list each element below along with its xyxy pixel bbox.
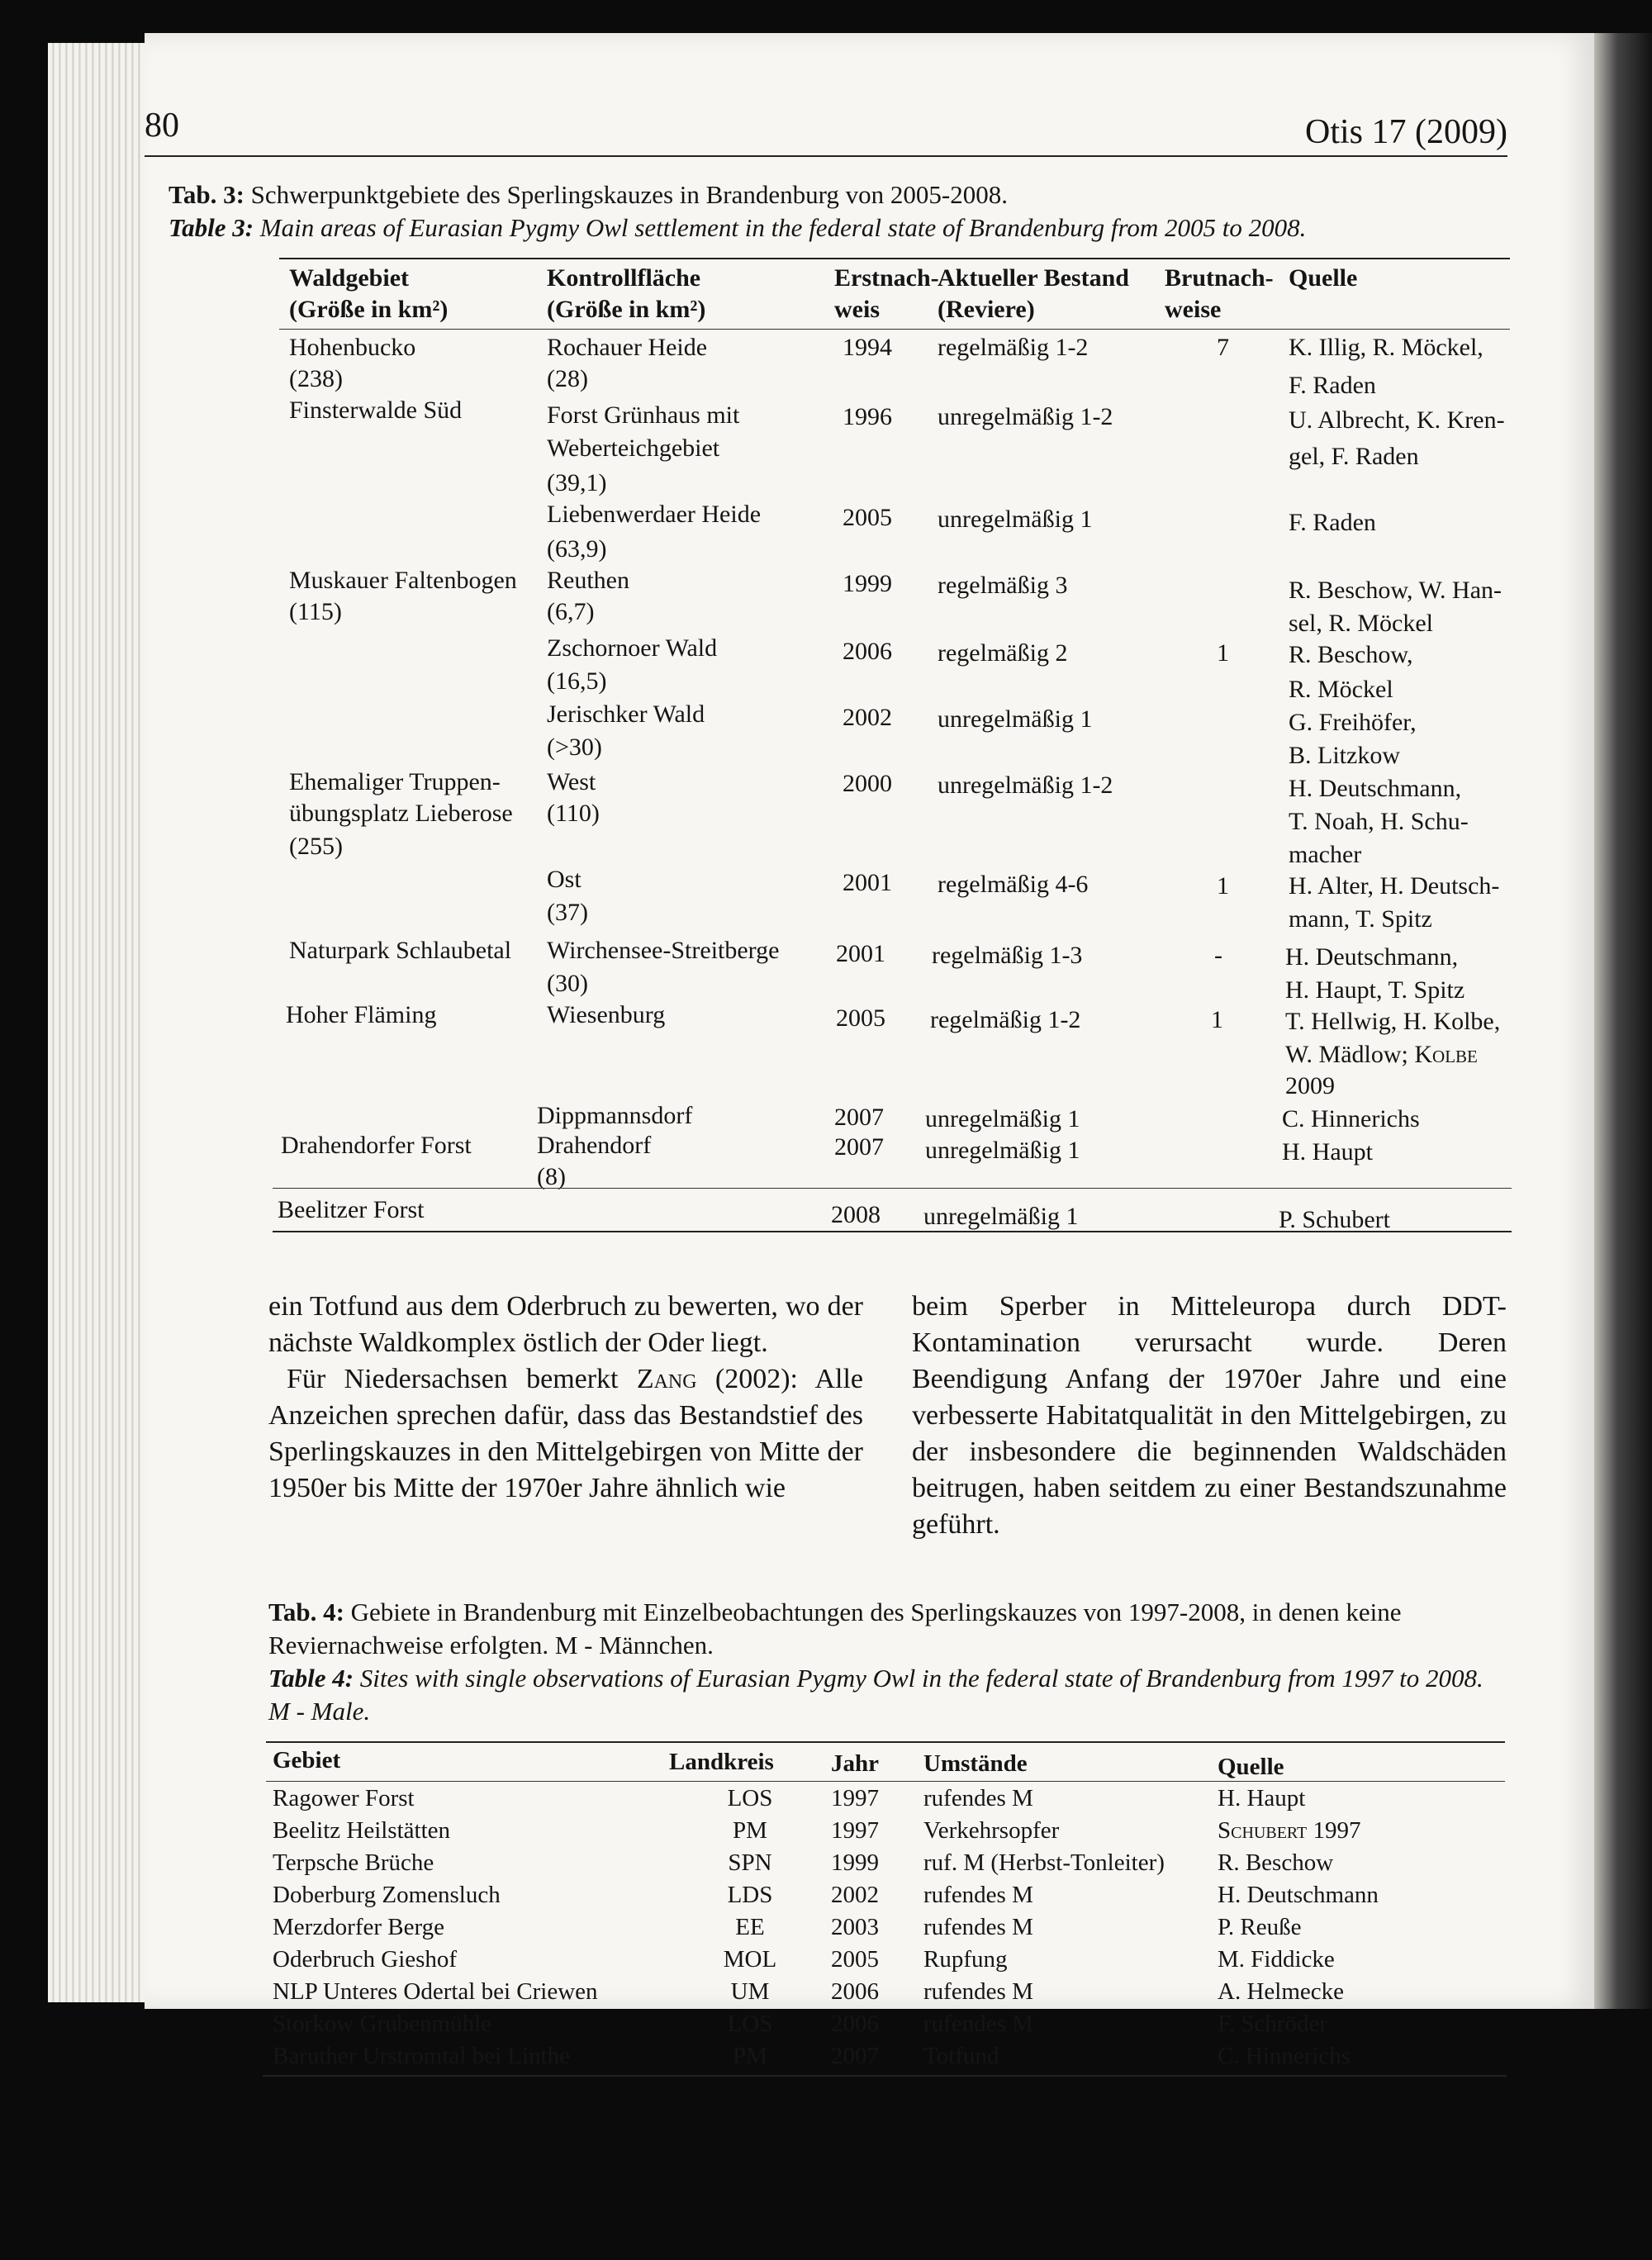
col-header-brutnachweis: Brutnach- weise bbox=[1165, 264, 1274, 323]
t3-waldgebiet: Hohenbucko bbox=[289, 334, 416, 361]
t4-jahr: 1997 bbox=[831, 1817, 879, 1844]
t4-landkreis: LDS bbox=[727, 1882, 773, 1908]
t3-bestand: regelmäßig 1-2 bbox=[930, 1006, 1081, 1033]
t4-quelle: M. Fiddicke bbox=[1218, 1946, 1335, 1973]
t4-quelle: A. Helmecke bbox=[1218, 1978, 1344, 2005]
t4-jahr: 1999 bbox=[831, 1849, 879, 1876]
t4-gebiet: Ragower Forst bbox=[273, 1785, 415, 1811]
t3-kontroll: Drahendorf bbox=[537, 1132, 652, 1159]
table4-top-rule bbox=[266, 1741, 1505, 1743]
book-gutter bbox=[1594, 33, 1652, 2009]
t3-waldgebiet: übungsplatz Lieberose bbox=[289, 800, 513, 827]
t3-kontroll: (39,1) bbox=[547, 469, 607, 496]
t4-landkreis: EE bbox=[735, 1914, 765, 1940]
t3-erst: 2002 bbox=[843, 704, 892, 731]
t3-quelle: P. Schubert bbox=[1279, 1206, 1390, 1233]
t3-quelle: H. Deutschmann, bbox=[1289, 775, 1462, 802]
t3-quelle: W. Mädlow; Kolbe bbox=[1285, 1041, 1478, 1068]
col-header-jahr: Jahr bbox=[831, 1750, 879, 1777]
t3-kontroll: Reuthen bbox=[547, 567, 629, 594]
t3-bestand: unregelmäßig 1 bbox=[925, 1137, 1080, 1164]
t4-gebiet: NLP Unteres Odertal bei Criewen bbox=[273, 1978, 598, 2005]
table3-header-rule bbox=[279, 329, 1510, 330]
table4-caption-de: Gebiete in Brandenburg mit Einzelbeobachtungen des Sperlingskauzes von 1997-2008, in denen keine Reviernachweise erfolgten. M - Männchen. bbox=[268, 1598, 1402, 1659]
t3-waldgebiet: Drahendorfer Forst bbox=[281, 1132, 472, 1159]
table4-label-en: Table 4: bbox=[268, 1664, 354, 1693]
t4-umstaende: rufendes M bbox=[923, 1882, 1033, 1908]
t4-quelle: Schubert 1997 bbox=[1218, 1817, 1361, 1844]
t3-erst: 2007 bbox=[834, 1133, 884, 1161]
t3-waldgebiet: Naturpark Schlaubetal bbox=[289, 937, 512, 964]
t3-quelle: 2009 bbox=[1285, 1072, 1335, 1099]
t3-kontroll: Jerischker Wald bbox=[547, 700, 705, 728]
t3-kontroll: Forst Grünhaus mit bbox=[547, 401, 740, 429]
t3-erst: 2005 bbox=[843, 504, 892, 531]
t3-bestand: unregelmäßig 1 bbox=[923, 1203, 1079, 1230]
t3-bestand: unregelmäßig 1 bbox=[925, 1105, 1080, 1132]
t3-kontroll: Dippmannsdorf bbox=[537, 1102, 693, 1129]
t4-umstaende: rufendes M bbox=[923, 1978, 1033, 2005]
table4-bottom-rule bbox=[263, 2075, 1507, 2077]
body-paragraph: ein Totfund aus dem Oderbruch zu bewerten, wo der nächste Waldkomplex östlich der Oder liegt. bbox=[268, 1291, 863, 1358]
t3-kontroll: (6,7) bbox=[547, 598, 595, 625]
t4-gebiet: Baruther Urstromtal bei Linthe bbox=[273, 2043, 570, 2069]
t3-kontroll: (30) bbox=[547, 970, 588, 997]
col-header-gebiet: Gebiet bbox=[273, 1747, 341, 1773]
t3-brut: 7 bbox=[1217, 334, 1229, 361]
t4-jahr: 2006 bbox=[831, 2011, 879, 2037]
t3-waldgebiet: Finsterwalde Süd bbox=[289, 396, 463, 424]
t3-quelle: T. Hellwig, H. Kolbe, bbox=[1285, 1008, 1501, 1035]
t3-waldgebiet: (115) bbox=[289, 598, 342, 625]
t4-landkreis: PM bbox=[733, 2043, 767, 2069]
t4-quelle: R. Beschow bbox=[1218, 1849, 1334, 1876]
t3-bestand: regelmäßig 2 bbox=[938, 639, 1068, 667]
t3-kontroll: Ost bbox=[547, 866, 582, 893]
t4-jahr: 1997 bbox=[831, 1785, 879, 1811]
t4-quelle: P. Reuße bbox=[1218, 1914, 1302, 1940]
t4-quelle: H. Haupt bbox=[1218, 1785, 1306, 1811]
t4-gebiet: Oderbruch Gieshof bbox=[273, 1946, 458, 1973]
col-header-kontrollflaeche: Kontrollfläche (Größe in km²) bbox=[547, 264, 706, 323]
t4-gebiet: Beelitz Heilstätten bbox=[273, 1817, 451, 1844]
t4-quelle: F. Schröder bbox=[1218, 2011, 1327, 2037]
t4-umstaende: Verkehrsopfer bbox=[923, 1817, 1060, 1844]
t4-umstaende: rufendes M bbox=[923, 1914, 1033, 1940]
t4-gebiet: Merzdorfer Berge bbox=[273, 1914, 444, 1940]
t3-erst: 2001 bbox=[836, 940, 885, 967]
t4-umstaende: rufendes M bbox=[923, 1785, 1033, 1811]
t3-waldgebiet: (238) bbox=[289, 365, 343, 392]
t3-erst: 1999 bbox=[843, 570, 892, 597]
table3-caption bbox=[169, 178, 1507, 245]
t4-jahr: 2002 bbox=[831, 1882, 879, 1908]
col-header-quelle: Quelle bbox=[1289, 264, 1358, 292]
t3-quelle: H. Alter, H. Deutsch- bbox=[1289, 872, 1500, 900]
t4-jahr: 2003 bbox=[831, 1914, 879, 1940]
col-header-erstnachweis: Erstnach- weis bbox=[834, 264, 939, 323]
t3-erst: 1994 bbox=[843, 334, 892, 361]
t3-kontroll: (>30) bbox=[547, 734, 602, 761]
t4-landkreis: LOS bbox=[727, 1785, 773, 1811]
journal-citation: Otis 17 (2009) bbox=[1305, 113, 1507, 151]
t3-quelle: macher bbox=[1289, 841, 1362, 868]
t3-kontroll: West bbox=[547, 768, 596, 795]
t3-waldgebiet: Ehemaliger Truppen- bbox=[289, 768, 501, 795]
table3-group-rule bbox=[273, 1188, 1512, 1189]
t3-kontroll: (16,5) bbox=[547, 667, 607, 695]
t3-kontroll: Wiesenburg bbox=[547, 1001, 666, 1028]
table3-label-de: Tab. 3: bbox=[169, 180, 244, 209]
t4-landkreis: SPN bbox=[728, 1849, 772, 1876]
t4-jahr: 2005 bbox=[831, 1946, 879, 1973]
t4-quelle: H. Deutschmann bbox=[1218, 1882, 1379, 1908]
table4-header-rule bbox=[266, 1781, 1505, 1782]
t3-brut: 1 bbox=[1217, 639, 1229, 667]
t3-kontroll: Rochauer Heide bbox=[547, 334, 708, 361]
t4-landkreis: PM bbox=[733, 1817, 767, 1844]
t3-quelle: R. Möckel bbox=[1289, 676, 1393, 703]
table3-label-en: Table 3: bbox=[169, 213, 254, 242]
t3-quelle: R. Beschow, W. Han- bbox=[1289, 577, 1502, 604]
t3-brut: - bbox=[1214, 942, 1222, 969]
t4-quelle: C. Hinnerichs bbox=[1218, 2043, 1351, 2069]
t3-waldgebiet: (255) bbox=[289, 833, 343, 860]
t3-quelle: H. Haupt, T. Spitz bbox=[1285, 976, 1465, 1004]
t3-bestand: unregelmäßig 1 bbox=[938, 506, 1093, 533]
t3-kontroll: (28) bbox=[547, 365, 588, 392]
t3-kontroll: Zschornoer Wald bbox=[547, 634, 718, 662]
t3-erst: 2007 bbox=[834, 1104, 884, 1131]
t3-erst: 2008 bbox=[831, 1201, 881, 1228]
page-number: 80 bbox=[145, 107, 179, 145]
t3-kontroll: Liebenwerdaer Heide bbox=[547, 501, 762, 528]
t3-brut: 1 bbox=[1211, 1006, 1223, 1033]
t4-gebiet: Terpsche Brüche bbox=[273, 1849, 434, 1876]
t4-umstaende: ruf. M (Herbst-Tonleiter) bbox=[923, 1849, 1165, 1876]
t3-erst: 2000 bbox=[843, 770, 892, 797]
t3-kontroll: (110) bbox=[547, 800, 600, 827]
col-header-umstaende: Umstände bbox=[923, 1750, 1028, 1777]
t3-quelle: B. Litzkow bbox=[1289, 742, 1400, 769]
t3-waldgebiet: Hoher Fläming bbox=[286, 1001, 437, 1028]
table4-caption bbox=[268, 1596, 1507, 1728]
t3-quelle: R. Beschow, bbox=[1289, 641, 1413, 668]
t3-quelle: G. Freihöfer, bbox=[1289, 709, 1417, 736]
t3-erst: 1996 bbox=[843, 403, 892, 430]
t3-erst: 2006 bbox=[843, 638, 892, 665]
body-paragraph: Für Niedersachsen bemerkt Zang (2002): Alle Anzeichen sprechen dafür, dass das Bestandstief des Sperlingskauzes in den Mittelgebirgen von Mitte der 1950er bis Mitte der 1970er Jahre ähnlich wie bbox=[268, 1364, 863, 1503]
t3-bestand: regelmäßig 1-2 bbox=[938, 334, 1089, 361]
t3-bestand: regelmäßig 4-6 bbox=[938, 871, 1089, 898]
t4-umstaende: Totfund bbox=[923, 2043, 999, 2069]
t4-jahr: 2007 bbox=[831, 2043, 879, 2069]
t3-quelle: K. Illig, R. Möckel, bbox=[1289, 334, 1483, 361]
table3-caption-de: Schwerpunktgebiete des Sperlingskauzes in Brandenburg von 2005-2008. bbox=[250, 180, 1008, 209]
t3-quelle: F. Raden bbox=[1289, 509, 1376, 536]
table3-bottom-rule bbox=[273, 1231, 1512, 1232]
t3-quelle: C. Hinnerichs bbox=[1282, 1105, 1420, 1132]
col-header-bestand: Aktueller Bestand (Reviere) bbox=[938, 264, 1129, 323]
table4-label-de: Tab. 4: bbox=[268, 1598, 344, 1626]
t3-quelle: H. Haupt bbox=[1282, 1138, 1373, 1166]
t3-quelle: gel, F. Raden bbox=[1289, 443, 1419, 470]
t3-erst: 2001 bbox=[843, 869, 892, 896]
t3-bestand: regelmäßig 3 bbox=[938, 572, 1068, 599]
t3-quelle: T. Noah, H. Schu- bbox=[1289, 808, 1469, 835]
col-header-quelle: Quelle bbox=[1218, 1754, 1284, 1780]
t3-bestand: regelmäßig 1-3 bbox=[932, 942, 1083, 969]
table3-top-rule bbox=[279, 258, 1510, 259]
t3-kontroll: Wirchensee-Streitberge bbox=[547, 937, 780, 964]
t3-kontroll: (63,9) bbox=[547, 535, 607, 563]
t3-erst: 2005 bbox=[836, 1004, 885, 1032]
t3-quelle: H. Deutschmann, bbox=[1285, 943, 1459, 971]
t3-quelle: sel, R. Möckel bbox=[1289, 610, 1433, 637]
t3-bestand: unregelmäßig 1-2 bbox=[938, 403, 1113, 430]
t3-kontroll: (37) bbox=[547, 899, 588, 926]
body-paragraph: beim Sperber in Mitteleuropa durch DDT-Kontamination verursacht wurde. Deren Beendigung Anfang der 1970er Jahre und eine verbesserte Habitatqualität in den Mittelgebirgen, zu der insbesondere die beginnenden Waldschäden beitrugen, haben seitdem zu einer Bestandszunahme geführt. bbox=[912, 1291, 1507, 1540]
t4-landkreis: UM bbox=[730, 1978, 770, 2005]
table4-caption-en: Sites with single observations of Eurasian Pygmy Owl in the federal state of Brandenburg from 1997 to 2008. M - Male. bbox=[268, 1664, 1483, 1726]
t3-quelle: mann, T. Spitz bbox=[1289, 905, 1432, 933]
t3-brut: 1 bbox=[1217, 872, 1229, 900]
t3-kontroll: (8) bbox=[537, 1163, 566, 1190]
t3-bestand: unregelmäßig 1 bbox=[938, 705, 1093, 733]
t4-umstaende: rufendes M bbox=[923, 2011, 1033, 2037]
t4-umstaende: Rupfung bbox=[923, 1946, 1008, 1973]
body-right-column bbox=[912, 1289, 1507, 1543]
t3-quelle: U. Albrecht, K. Kren- bbox=[1289, 406, 1505, 434]
t3-waldgebiet: Muskauer Faltenbogen bbox=[289, 567, 517, 594]
t3-bestand: unregelmäßig 1-2 bbox=[938, 772, 1113, 799]
t4-jahr: 2006 bbox=[831, 1978, 879, 2005]
t4-gebiet: Doberburg Zomensluch bbox=[273, 1882, 501, 1908]
t4-landkreis: LOS bbox=[727, 2011, 773, 2037]
t4-landkreis: MOL bbox=[723, 1946, 777, 1973]
col-header-waldgebiet: Waldgebiet (Größe in km²) bbox=[289, 264, 449, 323]
table3-caption-en: Main areas of Eurasian Pygmy Owl settlement in the federal state of Brandenburg from 2005 to 2008. bbox=[259, 213, 1307, 242]
header-rule bbox=[145, 155, 1507, 157]
t3-waldgebiet: Beelitzer Forst bbox=[278, 1196, 425, 1223]
t3-quelle: F. Raden bbox=[1289, 372, 1376, 399]
body-left-column bbox=[268, 1289, 863, 1507]
t3-kontroll: Weberteichgebiet bbox=[547, 434, 720, 462]
t4-gebiet: Storkow Grubenmühle bbox=[273, 2011, 491, 2037]
col-header-landkreis: Landkreis bbox=[669, 1749, 774, 1775]
